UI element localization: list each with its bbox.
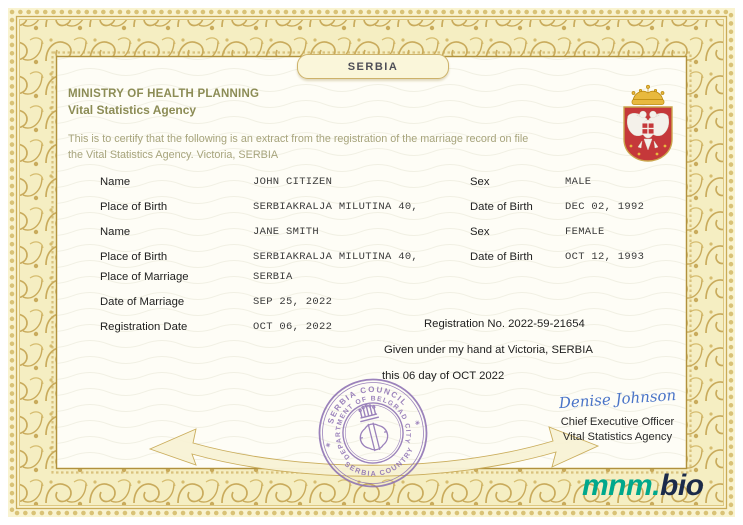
header-block (68, 88, 259, 117)
field-value: SERBIAKRALJA MILUTINA 40, (253, 201, 419, 213)
field-value: JOHN CITIZEN (253, 176, 333, 188)
field-value: SEP 25, 2022 (253, 296, 333, 308)
signature-block (540, 385, 695, 445)
field-label: Place of Marriage (100, 271, 189, 283)
field-row (100, 200, 644, 214)
given-under-hand-line: Given under my hand at Victoria, SERBIA (384, 344, 593, 356)
stamp-middle-text: DEPARTMENT OF BELGRAD CITY (335, 395, 412, 461)
watermark-part-navy: bio (660, 469, 704, 502)
mnm-bio-watermark[interactable] (582, 470, 704, 502)
watermark-part-teal: mnm. (582, 469, 661, 502)
field-row (100, 175, 591, 189)
field-row (100, 270, 470, 284)
field-value: FEMALE (565, 226, 605, 238)
field-value: OCT 06, 2022 (253, 321, 333, 333)
registration-number: Registration No. 2022-59-21654 (424, 318, 585, 330)
statement-line-1: This is to certify that the following is an extract from the registration of the marriage record on file (68, 133, 529, 145)
issue-day-line: this 06 day of OCT 2022 (382, 370, 505, 382)
field-value: MALE (565, 176, 592, 188)
field-row (100, 250, 644, 264)
signer-organization: Vital Statistics Agency (562, 431, 673, 443)
field-value: DEC 02, 1992 (565, 201, 645, 213)
field-row (100, 320, 470, 334)
signer-title: Chief Executive Officer (560, 416, 675, 428)
field-label: Date of Birth (470, 251, 533, 263)
certification-statement (68, 131, 528, 163)
field-value: SERBIAKRALJA MILUTINA 40, (253, 251, 419, 263)
stamp-separator-left: ✳ (325, 442, 332, 450)
signature-handwriting: Denise Johnson (558, 385, 677, 413)
stamp-separator-right: ✳ (414, 420, 421, 428)
council-stamp-icon (295, 355, 451, 511)
field-label: Date of Marriage (100, 296, 185, 308)
country-banner-label: SERBIA (347, 60, 399, 73)
field-label: Sex (470, 226, 490, 238)
stamp-top-text: SERBIA COUNCIL (326, 384, 410, 425)
field-label: Name (100, 176, 131, 188)
field-label: Place of Birth (100, 201, 168, 213)
field-value: JANE SMITH (253, 226, 320, 238)
stamp-bottom-text: SERBIA COUNTRY (342, 444, 416, 479)
field-row (100, 295, 470, 309)
field-label: Name (100, 226, 131, 238)
field-row (100, 225, 605, 239)
field-label: Place of Birth (100, 251, 168, 263)
field-label: Date of Birth (470, 201, 533, 213)
field-label: Registration Date (100, 321, 188, 333)
serbia-coat-of-arms-icon (618, 84, 678, 164)
agency-title: Vital Statistics Agency (68, 103, 197, 117)
field-value: OCT 12, 1993 (565, 251, 645, 263)
country-banner (297, 54, 449, 79)
statement-line-2: the Vital Statistics Agency. Victoria, SERBIA (68, 149, 279, 161)
field-value: SERBIA (253, 271, 293, 283)
field-label: Sex (470, 176, 490, 188)
ministry-title: MINISTRY OF HEALTH PLANNING (68, 88, 260, 100)
